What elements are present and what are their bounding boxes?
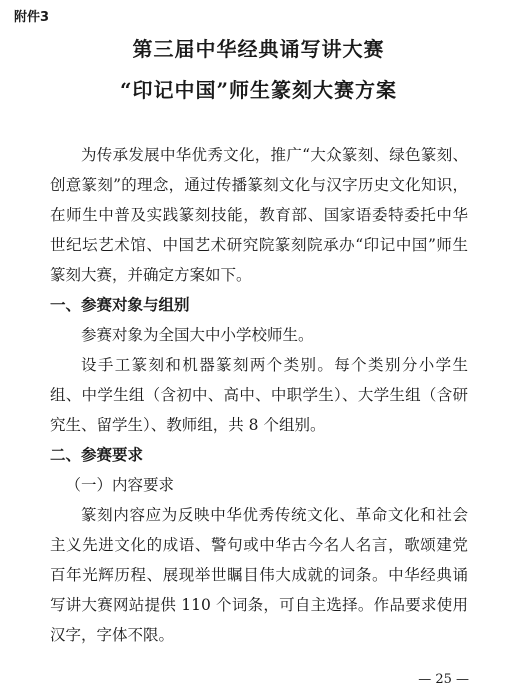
section2-paragraph1: 篆刻内容应为反映中华优秀传统文化、革命文化和社会主义先进文化的成语、警句或中华古今名人名言，歌颂建党百年光辉历程、展现举世瞩目伟大成就的词条。中华经典诵写讲大赛网站提供 110 个词条，可自主选择。作品要求使用汉字，字体不限。: [50, 506, 468, 644]
section1-paragraph1: 参赛对象为全国大中小学校师生。: [81, 326, 314, 344]
section2-subheading: （一）内容要求: [65, 476, 175, 494]
section1-paragraph2: 设手工篆刻和机器篆刻两个类别。每个类别分小学生组、中学生组（含初中、高中、中职学生）、大学生组（含研究生、留学生）、教师组，共 8 个组别。: [50, 356, 468, 434]
document-title-line1: 第三届中华经典诵写讲大赛: [132, 37, 385, 61]
section1-heading: 一、参赛对象与组别: [50, 296, 190, 314]
section2-heading: 二、参赛要求: [50, 446, 144, 464]
document-body: [50, 140, 468, 650]
page-number: — 25 —: [418, 672, 469, 687]
document-title-line2: “印记中国”师生篆刻大赛方案: [119, 78, 397, 102]
attachment-label: 附件3: [14, 10, 50, 25]
intro-paragraph: 为传承发展中华优秀文化，推广“大众篆刻、绿色篆刻、创意篆刻”的理念，通过传播篆刻文化与汉字历史文化知识，在师生中普及实践篆刻技能，教育部、国家语委特委托中华世纪坛艺术馆、中国艺术研究院篆刻院承办“印记中国”师生篆刻大赛，并确定方案如下。: [50, 146, 468, 284]
